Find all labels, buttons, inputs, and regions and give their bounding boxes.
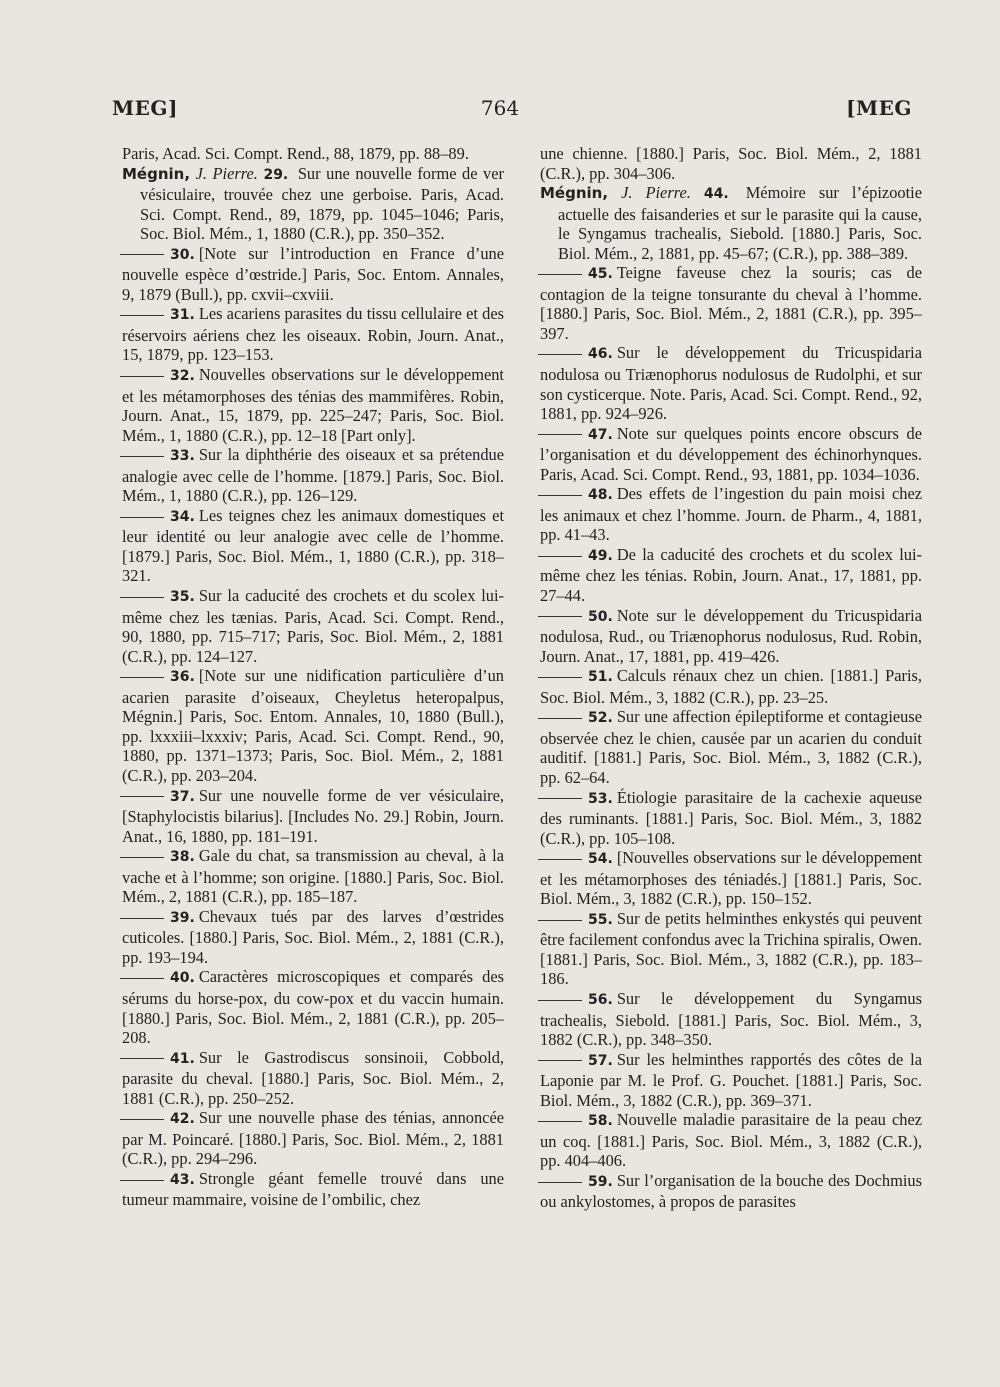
entry-text: Sur la diphthérie des oiseaux et sa prétendue analogie avec celle de l’homme. [1879.] Paris, Soc. Biol. Mém., 1, 1880 (C.R.), pp. 126–129. [122,445,504,506]
entry-text: De la caducité des crochets et du scolex lui-même chez les ténias. Robin, Journ. Anat., 17, 1881, pp. 27–44. [540,544,922,606]
entry-number: 33. [170,448,195,465]
ditto-dash [120,978,164,979]
ditto-dash [120,796,164,797]
entry-text: Sur une affection épileptiforme et contagieuse observée chez le chien, causée par un acarien du conduit auditif. [1881.] Paris, Soc. Biol. Mém., 3, 1882 (C.R.), pp. 62–64. [540,707,922,787]
bibliography-entry [540,1050,922,1111]
entry-text: Sur les helminthes rapportés des côtes de la Laponie par M. le Prof. G. Pouchet. [1881.] Paris, Soc. Biol. Mém., 3, 1882 (C.R.), pp. 369–371. [540,1049,922,1110]
entry-text: Les teignes chez les animaux domestiques et leur identité ou leur analogie avec celle de l’homme. [1879.] Paris, Soc. Biol. Mém., 1, 1880 (C.R.), pp. 318–321. [122,505,504,586]
ditto-dash [538,718,582,719]
page-number: 764 [480,96,520,120]
ditto-dash [120,376,164,377]
entry-text: Des effets de l’ingestion du pain moisi chez les animaux et chez l’homme. Journ. de Pharm., 4, 1881, pp. 41–43. [540,484,922,545]
entry-text: Caractères microscopiques et comparés des sérums du horse-pox, du cow-pox et du vaccin humain. [1880.] Paris, Soc. Biol. Mém., 2, 1881 (C.R.), pp. 205–208. [122,967,504,1048]
entry-number: 52. [588,710,613,727]
entry-number: 47. [588,426,613,443]
page-header [0,96,1000,136]
entry-text: Sur l’organisation de la bouche des Dochmius ou ankylostomes, à propos de parasites [540,1170,922,1212]
entry-number: 40. [170,970,195,987]
bibliography-entry [122,365,504,445]
entry-text: Calculs rénaux chez un chien. [1881.] Paris, Soc. Biol. Mém., 3, 1882 (C.R.), pp. 23–25. [540,666,922,707]
bibliography-entry [122,846,504,907]
entry-text: Note sur quelques points encore obscurs de l’organisation et du développement des échinorhynques. Paris, Acad. Sci. Compt. Rend., 93, 1881, pp. 1034–1036. [540,423,922,484]
entry-number: 32. [170,368,195,385]
entry-number: 50. [588,608,613,625]
bibliography-entry [540,424,922,485]
entry-text: Nouvelles observations sur le développement et les métamorphoses des ténias des mammifères. Robin, Journ. Anat., 15, 1879, pp. 225–247; Paris, Soc. Biol. Mém., 1, 1880 (C.R.), pp. 12–18 [Part only]. [122,365,504,445]
entry-number: 58. [588,1113,613,1130]
bibliography-entry [122,144,504,164]
author-forename: J. Pierre. [608,183,691,203]
entry-number: 51. [588,669,613,686]
entry-number: 31. [170,307,195,324]
ditto-dash [538,495,582,496]
bibliography-entry [122,304,504,365]
author-name: Mégnin, [540,184,609,203]
bibliography-entry [540,263,922,343]
bibliography-entry [540,989,922,1050]
entry-number: 49. [588,547,613,564]
entry-text: Sur le Gastrodiscus sonsinoii, Cobbold, parasite du cheval. [1880.] Paris, Soc. Biol. Mém., 2, 1881 (C.R.), pp. 250–252. [122,1047,504,1108]
ditto-dash [538,556,582,557]
ditto-dash [538,859,582,860]
entry-text: Chevaux tués par des larves d’œstrides cuticoles. [1880.] Paris, Soc. Biol. Mém., 2, 1881 (C.R.), pp. 193–194. [122,906,504,967]
entry-number: 48. [588,487,613,504]
bibliography-entry [122,506,504,586]
ditto-dash [120,918,164,919]
right-column [540,144,922,1212]
entry-text: une chienne. [1880.] Paris, Soc. Biol. Mém., 2, 1881 (C.R.), pp. 304–306. [540,144,922,183]
entry-text: [Nouvelles observations sur le développement et les métamorphoses des téniadés.] [1881.] Paris, Soc. Biol. Mém., 3, 1882 (C.R.), pp. 150–152. [540,848,922,909]
ditto-dash [120,254,164,255]
bibliography-entry [540,666,922,707]
ditto-dash [120,315,164,316]
ditto-dash [120,1119,164,1120]
bibliography-entry [122,666,504,785]
header-left-running-head: MEG] [112,96,178,120]
ditto-dash [538,616,582,617]
header-right-running-head: [MEG [846,96,912,120]
entry-number: 43. [170,1171,195,1188]
ditto-dash [120,1058,164,1059]
entry-number: 35. [170,589,195,606]
ditto-dash [120,677,164,678]
entry-text: Les acariens parasites du tissu cellulaire et des réservoirs aériens chez les oiseaux. Robin, Journ. Anat., 15, 1879, pp. 123–153. [122,304,504,365]
bibliography-entry [122,244,504,305]
ditto-dash [538,920,582,921]
bibliography-entry [122,1169,504,1210]
entry-text: [Note sur une nidification particulière d’un acarien parasite d’oiseaux, Cheyletus heteropalpus, Mégnin.] Paris, Soc. Entom. Annales, 10, 1880 (Bull.), pp. lxxxiii–lxxxiv; Paris, Acad. Sci. Compt. Rend., 90, 1880, pp. 1371–1373; Paris, Soc. Biol. Mém., 2, 1881 (C.R.), pp. 203–204. [122,666,504,785]
ditto-dash [120,857,164,858]
entry-text: Nouvelle maladie parasitaire de la peau chez un coq. [1881.] Paris, Soc. Biol. Mém., 3, 1882 (C.R.), pp. 404–406. [540,1110,922,1171]
bibliography-entry [540,606,922,667]
bibliography-entry [540,848,922,909]
entry-number: 59. [588,1173,613,1190]
entry-number: 37. [170,788,195,805]
bibliography-entry [540,484,922,545]
bibliography-entry [122,786,504,847]
ditto-dash [120,456,164,457]
entry-text: Sur une nouvelle forme de ver vésiculaire, [Staphylocistis bilarius]. [Includes No. 29.] Robin, Journ. Anat., 16, 1880, pp. 181–191. [122,785,504,846]
entry-number: 34. [170,508,195,525]
entry-number: 36. [170,669,195,686]
entry-number: 29. [263,166,289,183]
entry-text: Mémoire sur l’épizootie actuelle des faisanderies et sur le parasite qui la cause, le Syngamus trachealis, Siebold. [1880.] Paris, Soc. Biol. Mém., 2, 1881, pp. 45–67; (C.R.), pp. 388–389. [558,183,922,263]
ditto-dash [538,434,582,435]
ditto-dash [538,1121,582,1122]
entry-number: 45. [588,266,613,283]
entry-number: 42. [170,1111,195,1128]
ditto-dash [538,677,582,678]
bibliography-entry [122,445,504,506]
bibliography-entry [122,164,504,244]
bibliography-entry [122,1048,504,1109]
bibliography-entry [540,909,922,989]
entry-number: 56. [588,991,613,1008]
entry-text: Sur une nouvelle forme de ver vésiculaire, trouvée chez une gerboise. Paris, Acad. Sci. Compt. Rend., 89, 1879, pp. 1045–1046; Paris, Soc. Biol. Mém., 1, 1880 (C.R.), pp. 350–352. [140,163,504,244]
entry-number: 57. [588,1052,613,1069]
bibliography-entry [540,1171,922,1212]
bibliography-entry [540,545,922,606]
entry-text: Note sur le développement du Tricuspidaria nodulosa, Rud., ou Triænophorus nodulosus, Rud. Robin, Journ. Anat., 17, 1881, pp. 419–426. [540,605,922,666]
entry-number: 46. [588,346,613,363]
entry-text: Sur le développement du Syngamus trachealis, Siebold. [1881.] Paris, Soc. Biol. Mém., 3, 1882 (C.R.), pp. 348–350. [540,988,922,1050]
ditto-dash [538,354,582,355]
entry-text: [Note sur l’introduction en France d’une nouvelle espèce d’œstride.] Paris, Soc. Entom. Annales, 9, 1879 (Bull.), pp. cxvii–cxviii. [122,243,504,304]
ditto-dash [538,1182,582,1183]
bibliography-entry [540,144,922,183]
entry-text: Sur de petits helminthes enkystés qui peuvent être facilement confondus avec la Trichina spiralis, Owen. [1881.] Paris, Soc. Biol. Mém., 3, 1882 (C.R.), pp. 183–186. [540,908,922,989]
entry-text: Strongle géant femelle trouvé dans une tumeur mammaire, voisine de l’ombilic, chez [122,1168,504,1210]
entry-text: Gale du chat, sa transmission au cheval, à la vache et à l’homme; son origine. [1880.] Paris, Soc. Biol. Mém., 2, 1881 (C.R.), pp. 185–187. [122,846,504,907]
ditto-dash [120,597,164,598]
bibliography-entry [540,343,922,423]
entry-text: Étiologie parasitaire de la cachexie aqueuse des ruminants. [1881.] Paris, Soc. Biol. Mém., 3, 1882 (C.R.), pp. 105–108. [540,787,922,848]
left-column [122,144,504,1210]
entry-number: 44. [703,186,729,203]
entry-text: Sur le développement du Tricuspidaria nodulosa ou Triænophorus nodulosus de Rudolphi, et sur son cysticerque. Note. Paris, Acad. Sci. Compt. Rend., 92, 1881, pp. 924–926. [540,343,922,424]
bibliography-entry [540,707,922,787]
entry-number: 39. [170,909,195,926]
ditto-dash [538,1000,582,1001]
ditto-dash [120,1180,164,1181]
bibliography-entry [122,1108,504,1169]
author-forename: J. Pierre. [190,163,258,183]
entry-text: Paris, Acad. Sci. Compt. Rend., 88, 1879, pp. 88–89. [122,144,469,163]
bibliography-entry [540,788,922,849]
bibliography-entry [540,1110,922,1171]
entry-number: 30. [170,246,195,263]
bibliography-entry [122,907,504,968]
entry-number: 53. [588,790,613,807]
ditto-dash [538,1060,582,1061]
entry-text: Sur une nouvelle phase des ténias, annoncée par M. Poincaré. [1880.] Paris, Soc. Biol. Mém., 2, 1881 (C.R.), pp. 294–296. [122,1108,504,1169]
bibliography-entry [540,183,922,263]
entry-number: 41. [170,1050,195,1067]
entry-text: Sur la caducité des crochets et du scolex lui-même chez les tænias. Paris, Acad. Sci. Compt. Rend., 90, 1880, pp. 715–717; Paris, Soc. Biol. Mém., 2, 1881 (C.R.), pp. 124–127. [122,586,504,666]
entry-number: 55. [588,911,613,928]
bibliography-entry [122,967,504,1047]
ditto-dash [120,517,164,518]
entry-text: Teigne faveuse chez la souris; cas de contagion de la teigne tonsurante du cheval à l’homme. [1880.] Paris, Soc. Biol. Mém., 2, 1881 (C.R.), pp. 395–397. [540,263,922,343]
ditto-dash [538,798,582,799]
entry-number: 54. [588,851,613,868]
ditto-dash [538,274,582,275]
entry-number: 38. [170,849,195,866]
author-name: Mégnin, [122,164,191,183]
bibliography-entry [122,586,504,666]
